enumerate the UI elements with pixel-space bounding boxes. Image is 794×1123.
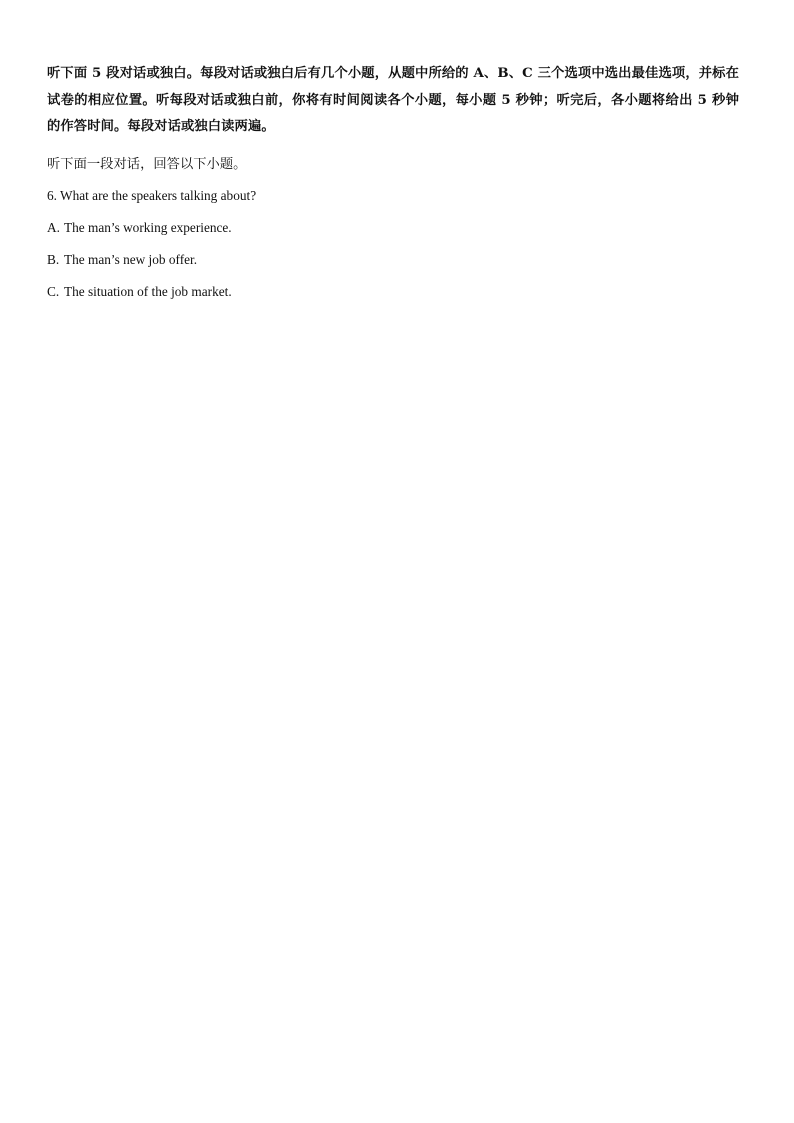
section-instructions: 听下面 5 段对话或独白。每段对话或独白后有几个小题，从题中所给的 A、B、C 三个选项中选出最佳选项，并标在试卷的相应位置。听每段对话或独白前，你将有时间阅读各个小题，每小题 5 秒钟；听完后，各小题将给出 5 秒钟的作答时间。每段对话或独白读两遍。 xyxy=(47,66,739,134)
option-b xyxy=(47,249,197,271)
option-b-letter: B. xyxy=(47,252,60,267)
dialogue-subheading: 听下面一段对话，回答以下小题。 xyxy=(47,157,247,172)
option-a-text: The man’s working experience. xyxy=(64,220,232,235)
option-c-letter: C. xyxy=(47,284,60,299)
option-b-text: The man’s new job offer. xyxy=(64,252,198,267)
option-c-text: The situation of the job market. xyxy=(64,284,232,299)
option-a xyxy=(47,217,232,239)
question-6-stem: 6. What are the speakers talking about? xyxy=(47,188,257,203)
option-a-letter: A. xyxy=(47,220,60,235)
option-c xyxy=(47,281,232,303)
